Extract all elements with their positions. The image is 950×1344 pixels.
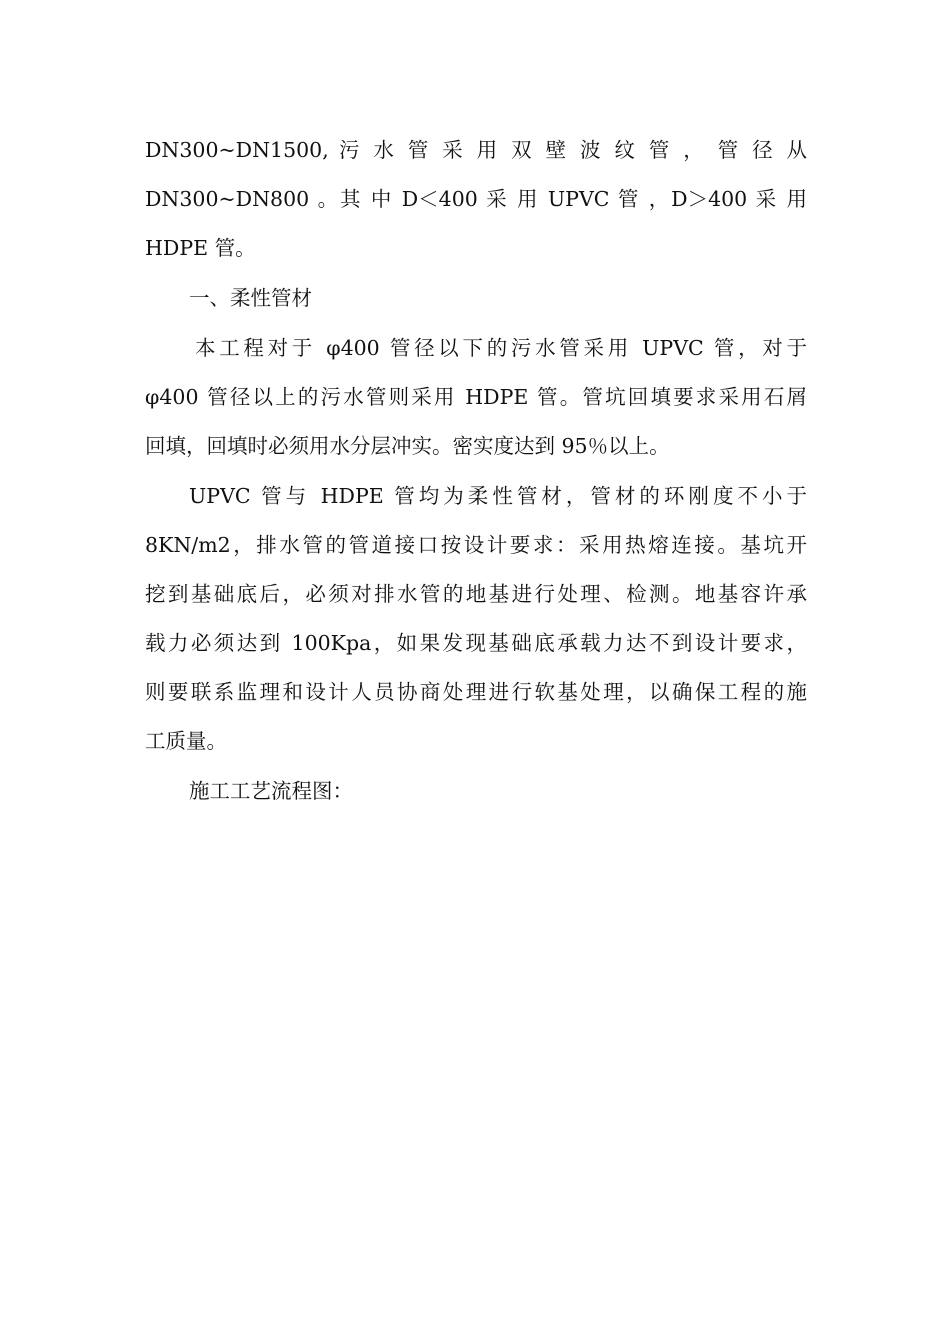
text-line: 本工程对于 φ400 管径以下的污水管采用 UPVC 管，对于 (195, 336, 807, 360)
text-line: HDPE 管。 (145, 236, 256, 260)
text-line: 挖到基础底后，必须对排水管的地基进行处理、检测。地基容许承 (145, 582, 807, 606)
text-line: 工质量。 (145, 729, 227, 753)
text-line: 载力必须达到 100Kpa，如果发现基础底承载力达不到设计要求， (145, 631, 807, 655)
paragraph-upvc-hdpe (145, 479, 807, 758)
heading-flexible-pipe: 一、柔性管材 (189, 286, 312, 310)
text-line: 8KN/m2，排水管的管道接口按设计要求：采用热熔连接。基坑开 (145, 533, 807, 557)
text-line: 则要联系监理和设计人员协商处理进行软基处理，以确保工程的施 (145, 680, 807, 704)
text-line: 回填，回填时必须用水分层冲实。密实度达到 95％以上。 (145, 434, 670, 458)
text-line: φ400 管径以上的污水管则采用 HDPE 管。管坑回填要求采用石屑 (145, 385, 807, 409)
text-line: DN300~DN800 。其 中 D＜400 采 用 UPVC 管 ，D＞400 采 用 (145, 187, 807, 211)
text-line: DN300~DN1500, 污 水 管 采 用 双 壁 波 纹 管 ， 管 径 从 (145, 138, 807, 162)
heading-process-flow: 施工工艺流程图： (189, 779, 353, 803)
document-page (145, 133, 807, 808)
text-line: UPVC 管与 HDPE 管均为柔性管材，管材的环刚度不小于 (189, 484, 807, 508)
paragraph-intro (145, 133, 807, 265)
paragraph-phi400 (145, 331, 807, 463)
